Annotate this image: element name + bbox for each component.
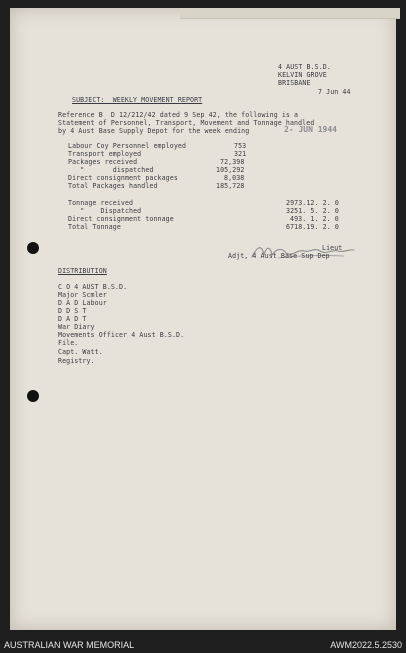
list-item: D A D Labour (58, 299, 107, 307)
document-page (10, 8, 396, 630)
tonnage-value: 493. 1. 2. 0 (290, 215, 339, 223)
list-item: War Diary (58, 323, 95, 331)
list-item: Capt. Watt. (58, 348, 103, 356)
week-ending-date-stamp: 2- JUN 1944 (284, 125, 337, 134)
subject-line: SUBJECT: WEEKLY MOVEMENT REPORT (72, 96, 203, 104)
stat-value: 753 (234, 142, 247, 150)
stat-label: " dispatched (68, 166, 154, 174)
list-item: D A D T (58, 315, 87, 323)
list-item: C O 4 AUST B.S.D. (58, 283, 128, 291)
list-item: Registry. (58, 357, 95, 365)
archive-footer (0, 638, 406, 653)
archive-name: AUSTRALIAN WAR MEMORIAL (4, 640, 135, 650)
punch-hole-top (27, 242, 39, 254)
tonnage-value: 3251. 5. 2. 0 (286, 207, 339, 215)
stat-value: 185,728 (216, 182, 245, 190)
signatory-title: Adjt, 4 Aust Base Sup Dep (228, 252, 330, 260)
stat-value: 105,292 (216, 166, 245, 174)
stat-label: Direct consignment packages (68, 174, 178, 182)
address-line-3: BRISBANE (278, 79, 311, 87)
tonnage-label: Tonnage received (68, 199, 134, 207)
intro-line-2: Statement of Personnel, Transport, Movement and Tonnage handled (58, 119, 315, 127)
punch-hole-bottom (27, 390, 39, 402)
stat-label: Transport employed (68, 150, 142, 158)
archive-reference: AWM2022.5.2530 (330, 640, 402, 650)
stat-label: Packages received (68, 158, 138, 166)
tonnage-label: Direct consignment tonnage (68, 215, 174, 223)
stat-value: 8,038 (224, 174, 245, 182)
tonnage-label: Total Tonnage (68, 223, 121, 231)
stat-label: Total Packages handled (68, 182, 158, 190)
list-item: File. (58, 339, 79, 347)
stat-value: 321 (234, 150, 247, 158)
list-item: D D S T (58, 307, 87, 315)
list-item: Major Scmler (58, 291, 107, 299)
intro-line-3: by 4 Aust Base Supply Depot for the week ending (58, 127, 250, 135)
top-paper-strip (180, 8, 400, 19)
letter-date: 7 Jun 44 (318, 88, 351, 96)
distribution-heading: DISTRIBUTION (58, 267, 107, 275)
tonnage-value: 2973.12. 2. 0 (286, 199, 339, 207)
address-line-2: KELVIN GROVE (278, 71, 327, 79)
stat-label: Labour Coy Personnel employed (68, 142, 187, 150)
stat-value: 72,398 (220, 158, 245, 166)
tonnage-value: 6718.19. 2. 0 (286, 223, 339, 231)
tonnage-label: " Dispatched (68, 207, 142, 215)
intro-line-1: Reference B D 12/212/42 dated 9 Sep 42, the following is a (58, 111, 299, 119)
list-item: Movements Officer 4 Aust B.S.D. (58, 331, 185, 339)
address-line-1: 4 AUST B.S.D. (278, 63, 331, 71)
signatory-rank: Lieut (322, 244, 343, 252)
